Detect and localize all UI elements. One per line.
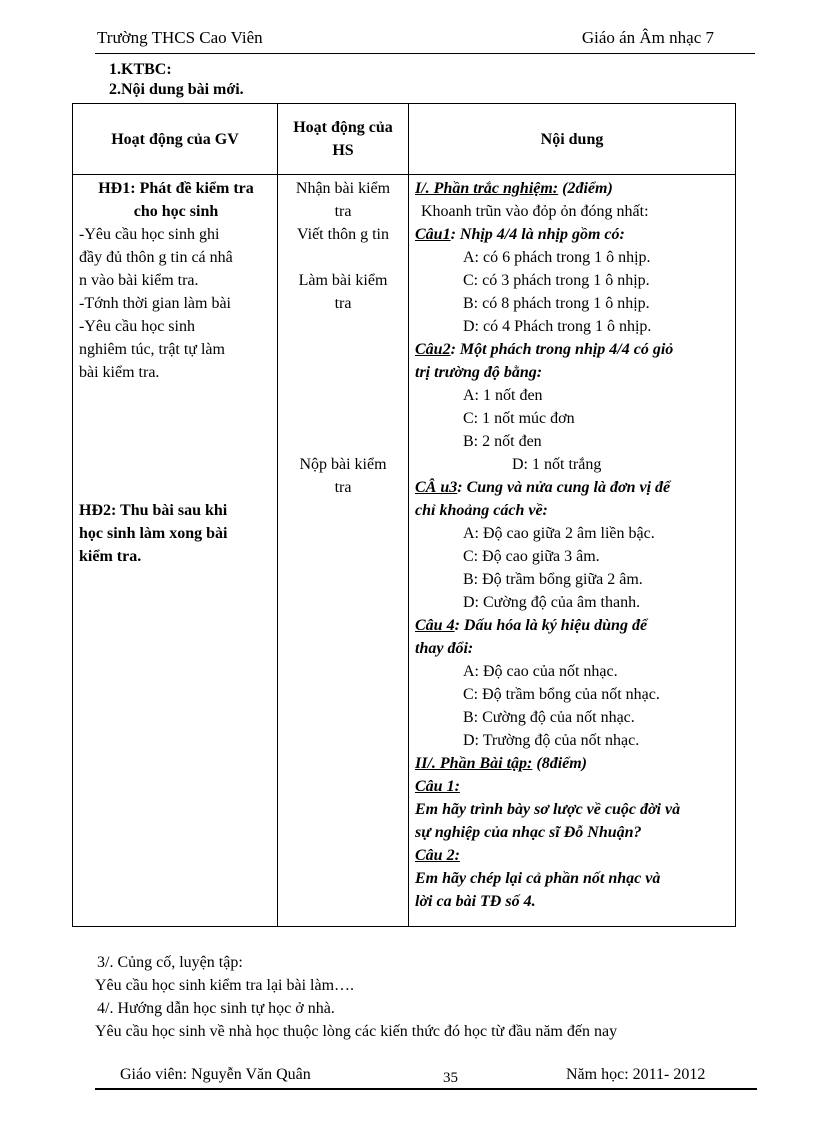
question-3-cont: chỉ khoảng cách về: xyxy=(415,502,548,519)
table-body-row xyxy=(73,175,736,927)
col-header-gv: Hoạt động của GV xyxy=(73,104,278,175)
hs-hd1-3: Viết thôn g tin xyxy=(297,226,389,243)
q3-option-b: B: Độ trầm bổng giữa 2 âm. xyxy=(463,571,643,588)
hd1-line: -Yêu cầu học sinh xyxy=(79,318,195,335)
q2-option-b: B: 2 nốt đen xyxy=(463,433,542,450)
hd2-line: học sinh làm xong bài xyxy=(79,525,228,542)
q2-option-a: A: 1 nốt đen xyxy=(463,387,543,404)
q4-option-d: D: Trường độ của nốt nhạc. xyxy=(463,732,640,749)
note-homework: 4/. Hướng dẫn học sinh tự học ở nhà. xyxy=(97,1000,335,1017)
hd1-line: -Tớnh thời gian làm bài xyxy=(79,295,231,312)
note-homework-detail: Yêu cầu học sinh về nhà học thuộc lòng các kiến thức đó học từ đầu năm đến nay xyxy=(95,1023,618,1040)
hs-hd2-2: tra xyxy=(334,479,352,496)
hs-hd1-5: tra xyxy=(334,295,352,312)
hd2-line: kiểm tra. xyxy=(79,548,142,565)
instruction: Khoanh trũn vào đỏp ỏn đóng nhất: xyxy=(421,203,649,220)
exercise-2-text: Em hãy chép lại cả phần nốt nhạc và xyxy=(415,870,661,887)
page-header xyxy=(95,28,720,52)
q1-option-b: B: có 8 phách trong 1 ô nhịp. xyxy=(463,295,650,312)
lesson-table xyxy=(72,103,736,927)
exercise-1-text-2: sự nghiệp của nhạc sĩ Đỗ Nhuận? xyxy=(415,824,642,841)
q4-option-c: C: Độ trầm bổng của nốt nhạc. xyxy=(463,686,660,703)
footer-divider xyxy=(95,1088,757,1090)
q2-option-d: D: 1 nốt trắng xyxy=(512,456,602,473)
school-name: Trường THCS Cao Viên xyxy=(97,28,263,47)
note-consolidation: 3/. Củng cố, luyện tập: xyxy=(97,954,243,971)
hs-hd1-4: Làm bài kiểm xyxy=(298,272,388,289)
hd1-line: bài kiểm tra. xyxy=(79,364,160,381)
header-divider xyxy=(95,53,755,54)
q1-option-a: A: có 6 phách trong 1 ô nhịp. xyxy=(463,249,651,266)
question-4: Câu 4: Dấu hóa là ký hiệu dùng để xyxy=(415,617,648,634)
hd2-title: HĐ2: Thu bài sau khi xyxy=(79,502,228,519)
q3-option-c: C: Độ cao giữa 3 âm. xyxy=(463,548,600,565)
note-check: Yêu cầu học sinh kiểm tra lại bài làm…. xyxy=(95,977,355,994)
q2-option-c: C: 1 nốt múc đơn xyxy=(463,410,575,427)
hs-hd1-1: Nhận bài kiểm xyxy=(295,180,391,197)
part2-heading: II/. Phần Bài tập: (8điểm) xyxy=(415,755,588,772)
hs-column xyxy=(278,175,409,927)
exercise-2-text-2: lời ca bài TĐ số 4. xyxy=(415,893,536,910)
hd1-line: nghiêm túc, trật tự làm xyxy=(79,341,225,358)
col-header-content: Nội dung xyxy=(409,104,736,175)
exercise-2-label: Câu 2: xyxy=(415,847,460,864)
hd1-line: đầy đủ thôn g tin cá nhâ xyxy=(79,249,233,266)
q4-option-a: A: Độ cao của nốt nhạc. xyxy=(463,663,618,680)
subject-title: Giáo án Âm nhạc 7 xyxy=(581,28,714,47)
table-header-row xyxy=(73,104,736,175)
q3-option-a: A: Độ cao giữa 2 âm liền bậc. xyxy=(463,525,655,542)
q4-option-b: B: Cường độ của nốt nhạc. xyxy=(463,709,635,726)
page-number: 35 xyxy=(443,1070,458,1086)
section-new-content: 2.Nội dung bài mới. xyxy=(109,81,244,98)
col-header-hs: Hoạt động của HS xyxy=(278,104,409,175)
hd1-line: n vào bài kiểm tra. xyxy=(79,272,199,289)
exercise-1-label: Câu 1: xyxy=(415,778,460,795)
question-1: Câu1: Nhịp 4/4 là nhịp gồm có: xyxy=(415,226,625,243)
hd1-title: HĐ1: Phát đề kiểm tra xyxy=(98,180,254,197)
hd1-line: -Yêu cầu học sinh ghi xyxy=(79,226,220,243)
hs-hd1-2: tra xyxy=(334,203,352,220)
school-year: Năm học: 2011- 2012 xyxy=(566,1066,706,1083)
content-column xyxy=(409,175,736,927)
question-2-cont: trị trường độ bằng: xyxy=(415,364,543,381)
q1-option-c: C: có 3 phách trong 1 ô nhịp. xyxy=(463,272,650,289)
q1-option-d: D: có 4 Phách trong 1 ô nhịp. xyxy=(463,318,652,335)
q3-option-d: D: Cường độ của âm thanh. xyxy=(463,594,641,611)
part1-heading: I/. Phần trắc nghiệm: (2điểm) xyxy=(415,180,613,197)
teacher-name: Giáo viên: Nguyễn Văn Quân xyxy=(120,1066,311,1083)
hs-hd2-1: Nộp bài kiểm xyxy=(299,456,387,473)
section-ktbc: 1.KTBC: xyxy=(109,61,172,78)
exercise-1-text: Em hãy trình bày sơ lược về cuộc đời và xyxy=(415,801,681,818)
gv-column xyxy=(73,175,278,927)
question-2: Câu2: Một phách trong nhịp 4/4 có giỏ xyxy=(415,341,674,358)
question-3: CÂ u3: Cung và nửa cung là đơn vị để xyxy=(415,479,671,496)
question-4-cont: thay đổi: xyxy=(415,640,474,657)
hd1-title-2: cho học sinh xyxy=(133,203,219,220)
